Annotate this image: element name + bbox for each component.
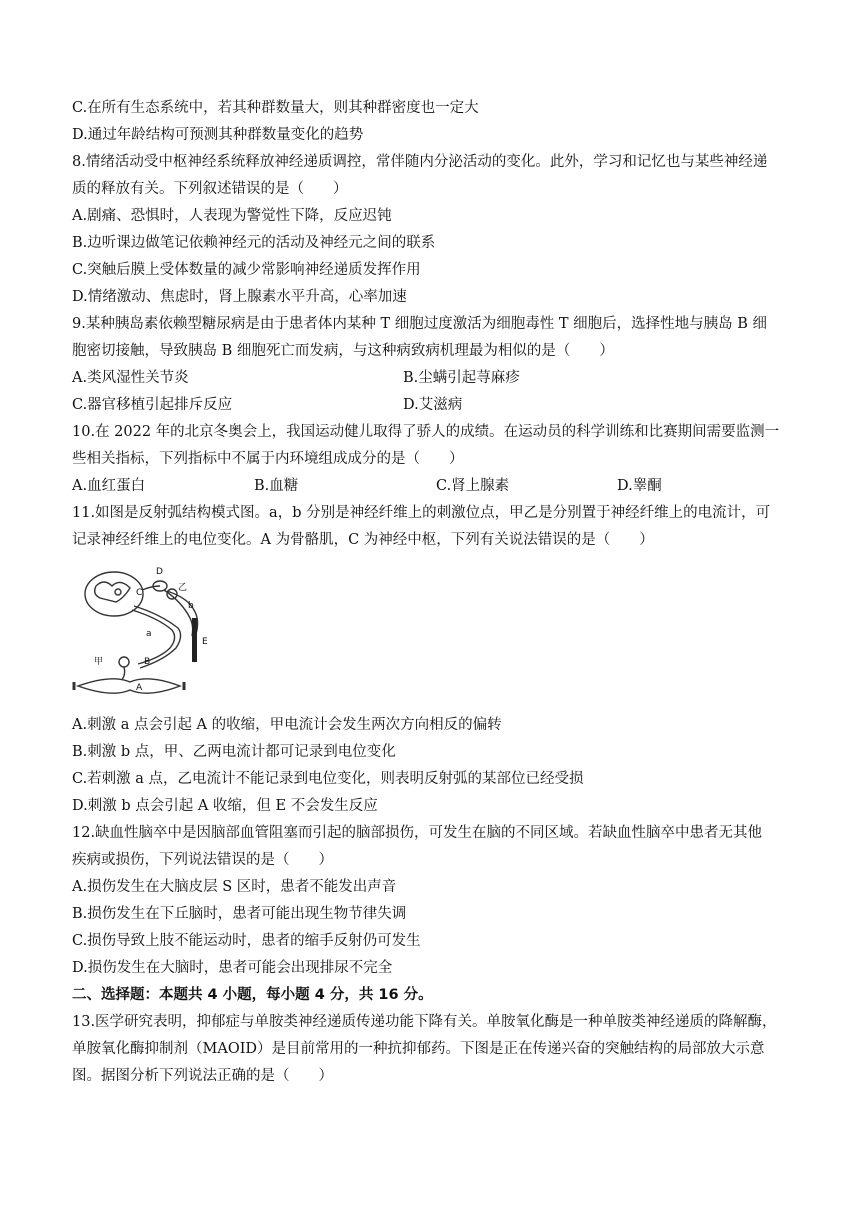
q8-stem-line1: 8.情绪活动受中枢神经系统释放神经递质调控，常伴随内分泌活动的变化。此外，学习和记忆也与某些神经递: [72, 154, 768, 170]
q11-option-a: A.刺激 a 点会引起 A 的收缩，甲电流计会发生两次方向相反的偏转: [72, 717, 502, 733]
q10-option-c: C.肾上腺素: [436, 478, 510, 494]
label-d: D: [156, 567, 163, 577]
spinal-cord-section: [85, 572, 143, 616]
q12-option-a: A.损伤发生在大脑皮层 S 区时，患者不能发出声音: [72, 879, 397, 895]
label-b: b: [188, 601, 194, 611]
q8-stem-line2: 质的释放有关。下列叙述错误的是（ ）: [72, 181, 348, 197]
q7-option-c: C.在所有生态系统中，若其种群数量大，则其种群密度也一定大: [72, 100, 479, 116]
q8-option-d: D.情绪激动、焦虑时，肾上腺素水平升高，心率加速: [72, 289, 407, 305]
q11-option-d: D.刺激 b 点会引起 A 收缩，但 E 不会发生反应: [72, 798, 378, 814]
q9-option-b: B.尘螨引起荨麻疹: [403, 370, 520, 386]
label-yi: 乙: [178, 583, 188, 593]
dorsal-root: [142, 586, 160, 590]
q9-stem-line1: 9.某种胰岛素依赖型糖尿病是由于患者体内某种 T 细胞过度激活为细胞毒性 T 细胞后，选择性地与胰岛 B 细: [72, 316, 767, 332]
q13-stem-line1: 13.医学研究表明，抑郁症与单胺类神经递质传递功能下降有关。单胺氧化酶是一种单胺类神经递质的降解酶，: [72, 1014, 777, 1030]
reflex-arc-figure: [72, 564, 222, 704]
q8-option-b: B.边听课边做笔记依赖神经元的活动及神经元之间的联系: [72, 235, 436, 251]
q12-option-b: B.损伤发生在下丘脑时，患者可能出现生物节律失调: [72, 906, 407, 922]
galvanometer-jia: [119, 657, 129, 667]
effector-e: [192, 618, 197, 662]
q13-stem-line2: 单胺氧化酶抑制剂（MAOID）是目前常用的一种抗抑郁药。下图是正在传递兴奋的突触结构的局部放大示意: [72, 1041, 765, 1057]
q11-stem-line2: 记录神经纤维上的电位变化。A 为骨骼肌，C 为神经中枢，下列有关说法错误的是（ ）: [72, 532, 654, 548]
label-e: E: [202, 637, 208, 647]
q10-option-a: A.血红蛋白: [72, 478, 146, 494]
label-b-nerve: B: [144, 657, 151, 667]
label-a-point: a: [146, 629, 152, 639]
q12-option-c: C.损伤导致上肢不能运动时，患者的缩手反射仍可发生: [72, 933, 421, 949]
afferent-nerve: [134, 606, 181, 668]
q7-option-d: D.通过年龄结构可预测其种群数量变化的趋势: [72, 127, 364, 143]
label-a-muscle: A: [136, 683, 143, 693]
section-2-heading: 二、选择题：本题共 4 小题，每小题 4 分，共 16 分。: [72, 987, 433, 1003]
gray-matter: [95, 582, 130, 602]
q12-option-d: D.损伤发生在大脑时，患者可能会出现排尿不完全: [72, 960, 393, 976]
q12-stem-line2: 疾病或损伤，下列说法错误的是（ ）: [72, 852, 333, 868]
label-jia: 甲: [94, 657, 104, 667]
q9-option-d: D.艾滋病: [403, 397, 463, 413]
q10-option-b: B.血糖: [254, 478, 299, 494]
q13-stem-line3: 图。据图分析下列说法正确的是（ ）: [72, 1068, 333, 1084]
q9-option-a: A.类风湿性关节炎: [72, 370, 189, 386]
receptor-nerve: [122, 667, 125, 680]
q12-stem-line1: 12.缺血性脑卒中是因脑部血管阻塞而引起的脑部损伤，可发生在脑的不同区域。若缺血性脑卒中患者无其他: [72, 825, 763, 841]
q8-option-c: C.突触后膜上受体数量的减少常影响神经递质发挥作用: [72, 262, 421, 278]
q10-stem-line2: 些相关指标，下列指标中不属于内环境组成成分的是（ ）: [72, 451, 464, 467]
q10-option-d: D.睾酮: [617, 478, 662, 494]
q11-option-b: B.刺激 b 点，甲、乙两电流计都可记录到电位变化: [72, 744, 396, 760]
muscle-a: [78, 679, 180, 693]
q11-option-c: C.若刺激 a 点，乙电流计不能记录到电位变化，则表明反射弧的某部位已经受损: [72, 771, 584, 787]
q8-option-a: A.剧痛、恐惧时，人表现为警觉性下降，反应迟钝: [72, 208, 392, 224]
q11-stem-line1: 11.如图是反射弧结构模式图。a，b 分别是神经纤维上的刺激位点，甲乙是分别置于神经纤维上的电流计，可: [72, 505, 771, 521]
q10-stem-line1: 10.在 2022 年的北京冬奥会上，我国运动健儿取得了骄人的成绩。在运动员的科学训练和比赛期间需要监测一: [72, 424, 780, 440]
afferent-nerve-2: [132, 610, 175, 664]
central-canal: [115, 589, 121, 595]
q9-stem-line2: 胞密切接触，导致胰岛 B 细胞死亡而发病，与这种病致病机理最为相似的是（ ）: [72, 343, 614, 359]
label-c: C: [136, 588, 143, 598]
q9-option-c: C.器官移植引起排斥反应: [72, 397, 233, 413]
